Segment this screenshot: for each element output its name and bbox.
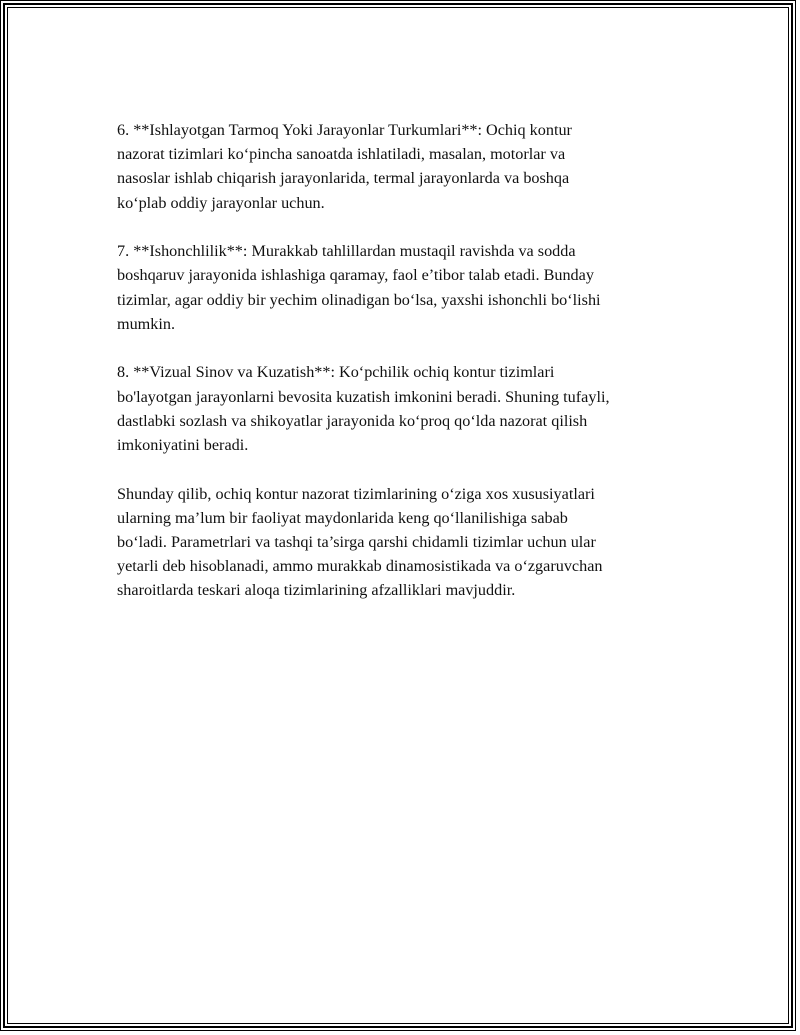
text-line: tizimlar, agar oddiy bir yechim olinadigan bo‘lsa, yaxshi ishonchli bo‘lishi	[117, 290, 601, 309]
text-line: ko‘plab oddiy jarayonlar uchun.	[117, 193, 325, 212]
document-body	[117, 118, 687, 627]
text-line: 8. **Vizual Sinov va Kuzatish**: Ko‘pchilik ochiq kontur tizimlari	[117, 363, 555, 382]
text-line: bo'layotgan jarayonlarni bevosita kuzatish imkonini beradi. Shuning tufayli,	[117, 387, 610, 406]
text-line: 7. **Ishonchlilik**: Murakkab tahlillardan mustaqil ravishda va sodda	[117, 242, 576, 261]
text-line: ularning ma’lum bir faoliyat maydonlarida keng qo‘llanilishiga sabab	[117, 508, 568, 527]
paragraph-item-6	[117, 118, 687, 215]
text-line: nazorat tizimlari ko‘pincha sanoatda ishlatiladi, masalan, motorlar va	[117, 145, 566, 164]
paragraph-item-7	[117, 239, 687, 336]
text-line: Shunday qilib, ochiq kontur nazorat tizimlarining o‘ziga xos xususiyatlari	[117, 484, 595, 503]
document-page	[3, 3, 793, 1028]
text-line: yetarli deb hisoblanadi, ammo murakkab dinamosistikada va o‘zgaruvchan	[117, 557, 603, 576]
text-line: sharoitlarda teskari aloqa tizimlarining afzalliklari mavjuddir.	[117, 581, 516, 600]
text-line: imkoniyatini beradi.	[117, 436, 249, 455]
text-line: bo‘ladi. Parametrlari va tashqi ta’sirga qarshi chidamli tizimlar uchun ular	[117, 533, 596, 552]
text-line: nasoslar ishlab chiqarish jarayonlarida, termal jarayonlarda va boshqa	[117, 169, 570, 188]
text-line: dastlabki sozlash va shikoyatlar jarayonida ko‘proq qo‘lda nazorat qilish	[117, 411, 588, 430]
text-line: mumkin.	[117, 314, 176, 333]
text-line: 6. **Ishlayotgan Tarmoq Yoki Jarayonlar Turkumlari**: Ochiq kontur	[117, 121, 572, 139]
paragraph-item-8	[117, 360, 687, 457]
paragraph-conclusion	[117, 482, 687, 603]
text-line: boshqaruv jarayonida ishlashiga qaramay, faol e’tibor talab etadi. Bunday	[117, 266, 594, 285]
